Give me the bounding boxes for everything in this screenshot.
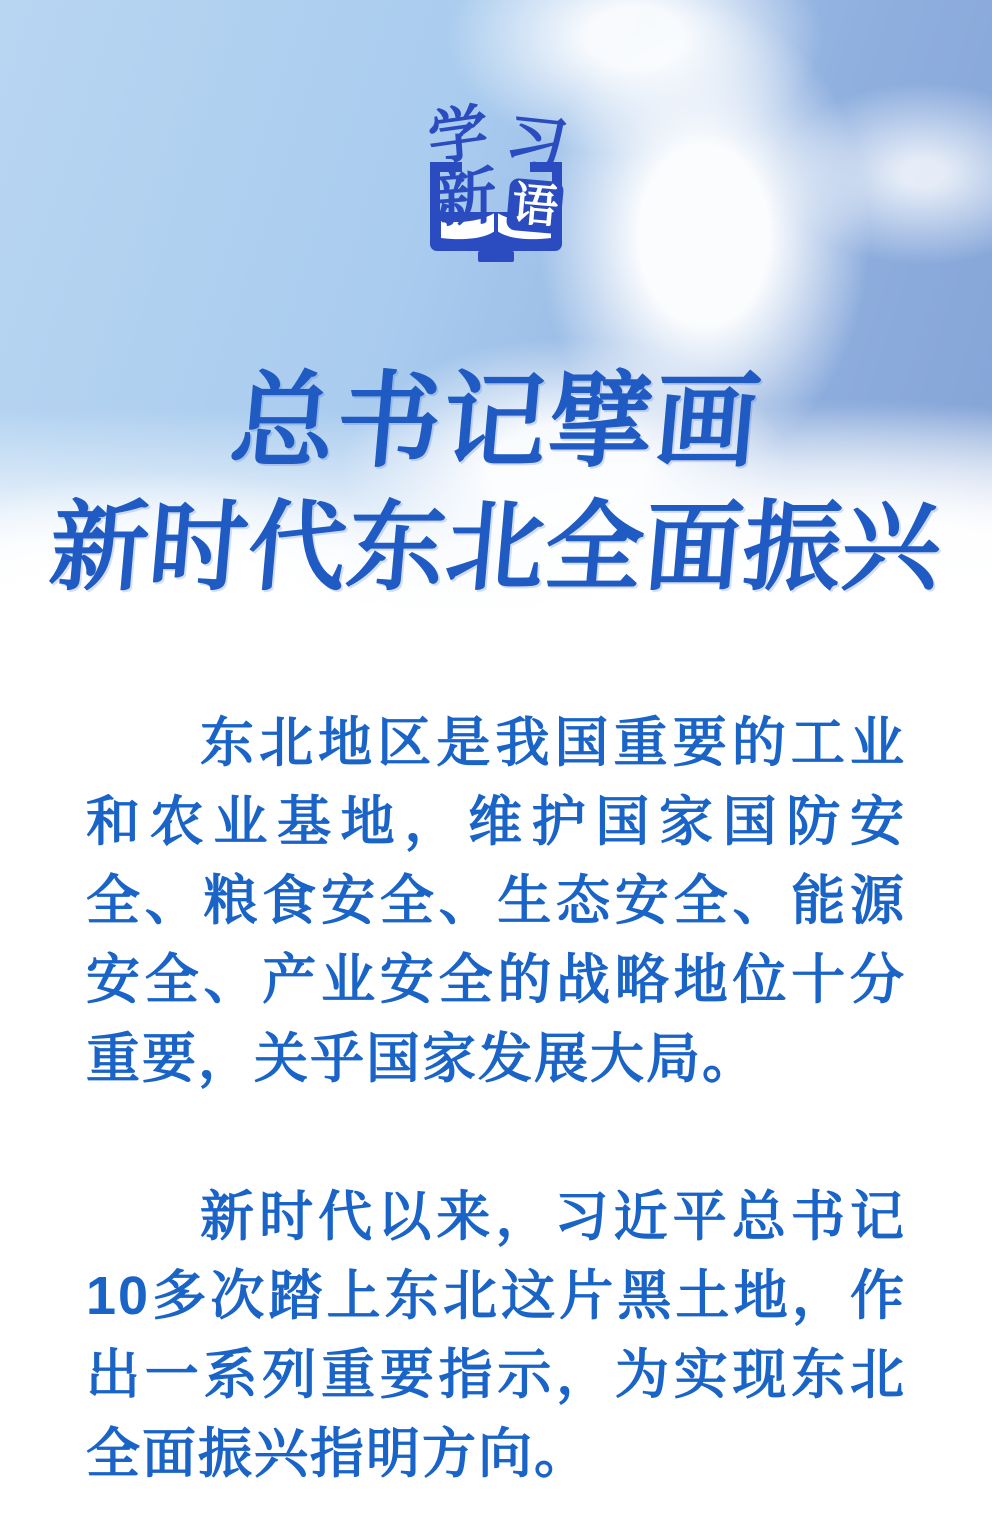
title-line-1: 总书记擘画: [225, 364, 767, 480]
text-line: 和农业基地，维护国家国防安: [86, 792, 906, 852]
logo-char-xi: 习: [500, 108, 572, 180]
text-line: 全面振兴指明方向。: [86, 1424, 590, 1484]
paragraph-1: [86, 704, 906, 1099]
logo-char-xin: 新: [434, 162, 496, 236]
text-line: 全、粮食安全、生态安全、能源: [86, 871, 906, 931]
title-line-2: 新时代东北全面振兴: [45, 492, 947, 602]
xuexi-xinyu-logo: [425, 98, 572, 268]
logo-char-xue: 学: [425, 98, 491, 174]
article-body: [0, 620, 992, 1494]
text-line: 10多次踏上东北这片黑土地，作: [86, 1266, 906, 1326]
text-line: 安全、产业安全的战略地位十分: [86, 950, 906, 1010]
paragraph-2: [86, 1178, 906, 1494]
main-title: [0, 360, 992, 610]
text-line: 新时代以来，习近平总书记: [200, 1187, 906, 1247]
sky-background: [0, 0, 992, 620]
text-line: 出一系列重要指示，为实现东北: [86, 1345, 906, 1405]
logo-char-yu: 语: [506, 178, 564, 235]
text-line: 东北地区是我国重要的工业: [200, 713, 906, 773]
text-line: 重要，关乎国家发展大局。: [86, 1029, 758, 1089]
